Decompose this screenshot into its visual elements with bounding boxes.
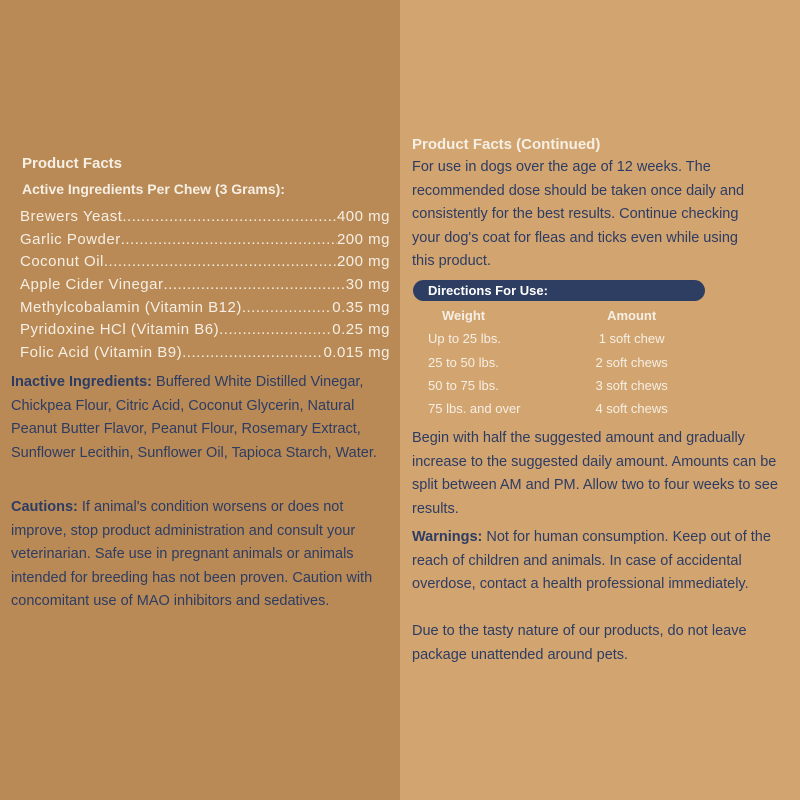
- table-row: [428, 351, 688, 374]
- ingredient-row: [20, 319, 390, 342]
- directions-header: Directions For Use:: [413, 280, 705, 301]
- ingredient-name: Pyridoxine HCl (Vitamin B6): [20, 321, 220, 339]
- header-weight: Weight: [442, 308, 486, 323]
- warnings: [412, 526, 800, 597]
- ingredient-name: Methylcobalamin (Vitamin B12): [20, 298, 242, 316]
- dosage-table: [428, 304, 688, 420]
- ingredient-amount: 0.35 mg: [332, 298, 390, 316]
- warnings-label: Warnings:: [412, 529, 483, 545]
- weight-cell: 75 lbs. and over: [428, 401, 521, 417]
- begin-text: Begin with half the suggested amount and gradually increase to the suggested daily amount. Amounts can be split between AM and PM. Allow two to four weeks to see results.: [412, 430, 778, 517]
- header-amount: Amount: [607, 308, 657, 323]
- ingredient-row: [20, 229, 390, 252]
- amount-cell: 4 soft chews: [595, 401, 668, 417]
- ingredient-row: [20, 251, 390, 274]
- ingredient-row: [20, 342, 390, 365]
- amount-cell: 3 soft chews: [595, 377, 668, 393]
- ingredient-name: Coconut Oil: [20, 253, 104, 271]
- active-ingredients-heading: Active Ingredients Per Chew (3 Grams):: [22, 181, 285, 197]
- ingredient-amount: 200 mg: [336, 230, 390, 248]
- continued-title: Product Facts (Continued): [412, 136, 601, 153]
- cautions-label: Cautions:: [11, 499, 78, 515]
- table-row: [428, 397, 688, 420]
- weight-cell: 25 to 50 lbs.: [428, 354, 499, 370]
- ingredient-amount: 0.015 mg: [323, 344, 390, 362]
- ingredient-name: Brewers Yeast: [20, 208, 123, 225]
- ingredient-row: [20, 274, 390, 297]
- ingredient-amount: 0.25 mg: [332, 321, 390, 339]
- inactive-text: Buffered White Distilled Vinegar, Chickpea Flour, Citric Acid, Coconut Glycerin, Natural Peanut Butter Flavor, Peanut Flour, Rosemary Extract, Sunflower Lecithin, Sunflower Oil, Tapioca Starch, Water.: [11, 374, 377, 461]
- inactive-ingredients: [11, 371, 396, 465]
- ingredient-name: Apple Cider Vinegar: [20, 276, 164, 294]
- ingredient-name: Folic Acid (Vitamin B9): [20, 344, 183, 362]
- table-row: [428, 374, 688, 397]
- ingredient-row: [20, 297, 390, 320]
- tasty-notice: Due to the tasty nature of our products, do not leave package unattended around pets.: [412, 623, 747, 663]
- table-header: [428, 304, 688, 327]
- ingredient-amount: 200 mg: [336, 253, 390, 271]
- inactive-label: Inactive Ingredients:: [11, 374, 153, 390]
- warnings-text: Not for human consumption. Keep out of the reach of children and animals. In case of accidental overdose, contact a health professional immediately.: [412, 529, 771, 592]
- ingredient-name: Garlic Powder: [20, 230, 121, 248]
- weight-cell: Up to 25 lbs.: [428, 331, 501, 347]
- cautions: [11, 496, 396, 614]
- amount-cell: 1 soft chew: [598, 331, 665, 347]
- ingredient-row: [20, 206, 390, 229]
- amount-cell: 2 soft chews: [595, 354, 668, 370]
- ingredient-amount: 400 mg: [336, 208, 390, 225]
- product-facts-title: Product Facts: [22, 155, 123, 172]
- cautions-text: If animal's condition worsens or does not improve, stop product administration and consult your veterinarian. Safe use in pregnant animals or animals intended for breeding has not been proven. Caution with concomitant use of MAO inhibitors and sedatives.: [11, 499, 373, 609]
- ingredient-amount: 30 mg: [345, 276, 390, 294]
- weight-cell: 50 to 75 lbs.: [428, 377, 499, 393]
- ingredients-list: [20, 206, 390, 365]
- table-row: [428, 327, 688, 350]
- intro-text: For use in dogs over the age of 12 weeks. The recommended dose should be taken once daily and consistently for the best results. Continue checking your dog's coat for fleas and ticks even while using this product.: [412, 159, 745, 269]
